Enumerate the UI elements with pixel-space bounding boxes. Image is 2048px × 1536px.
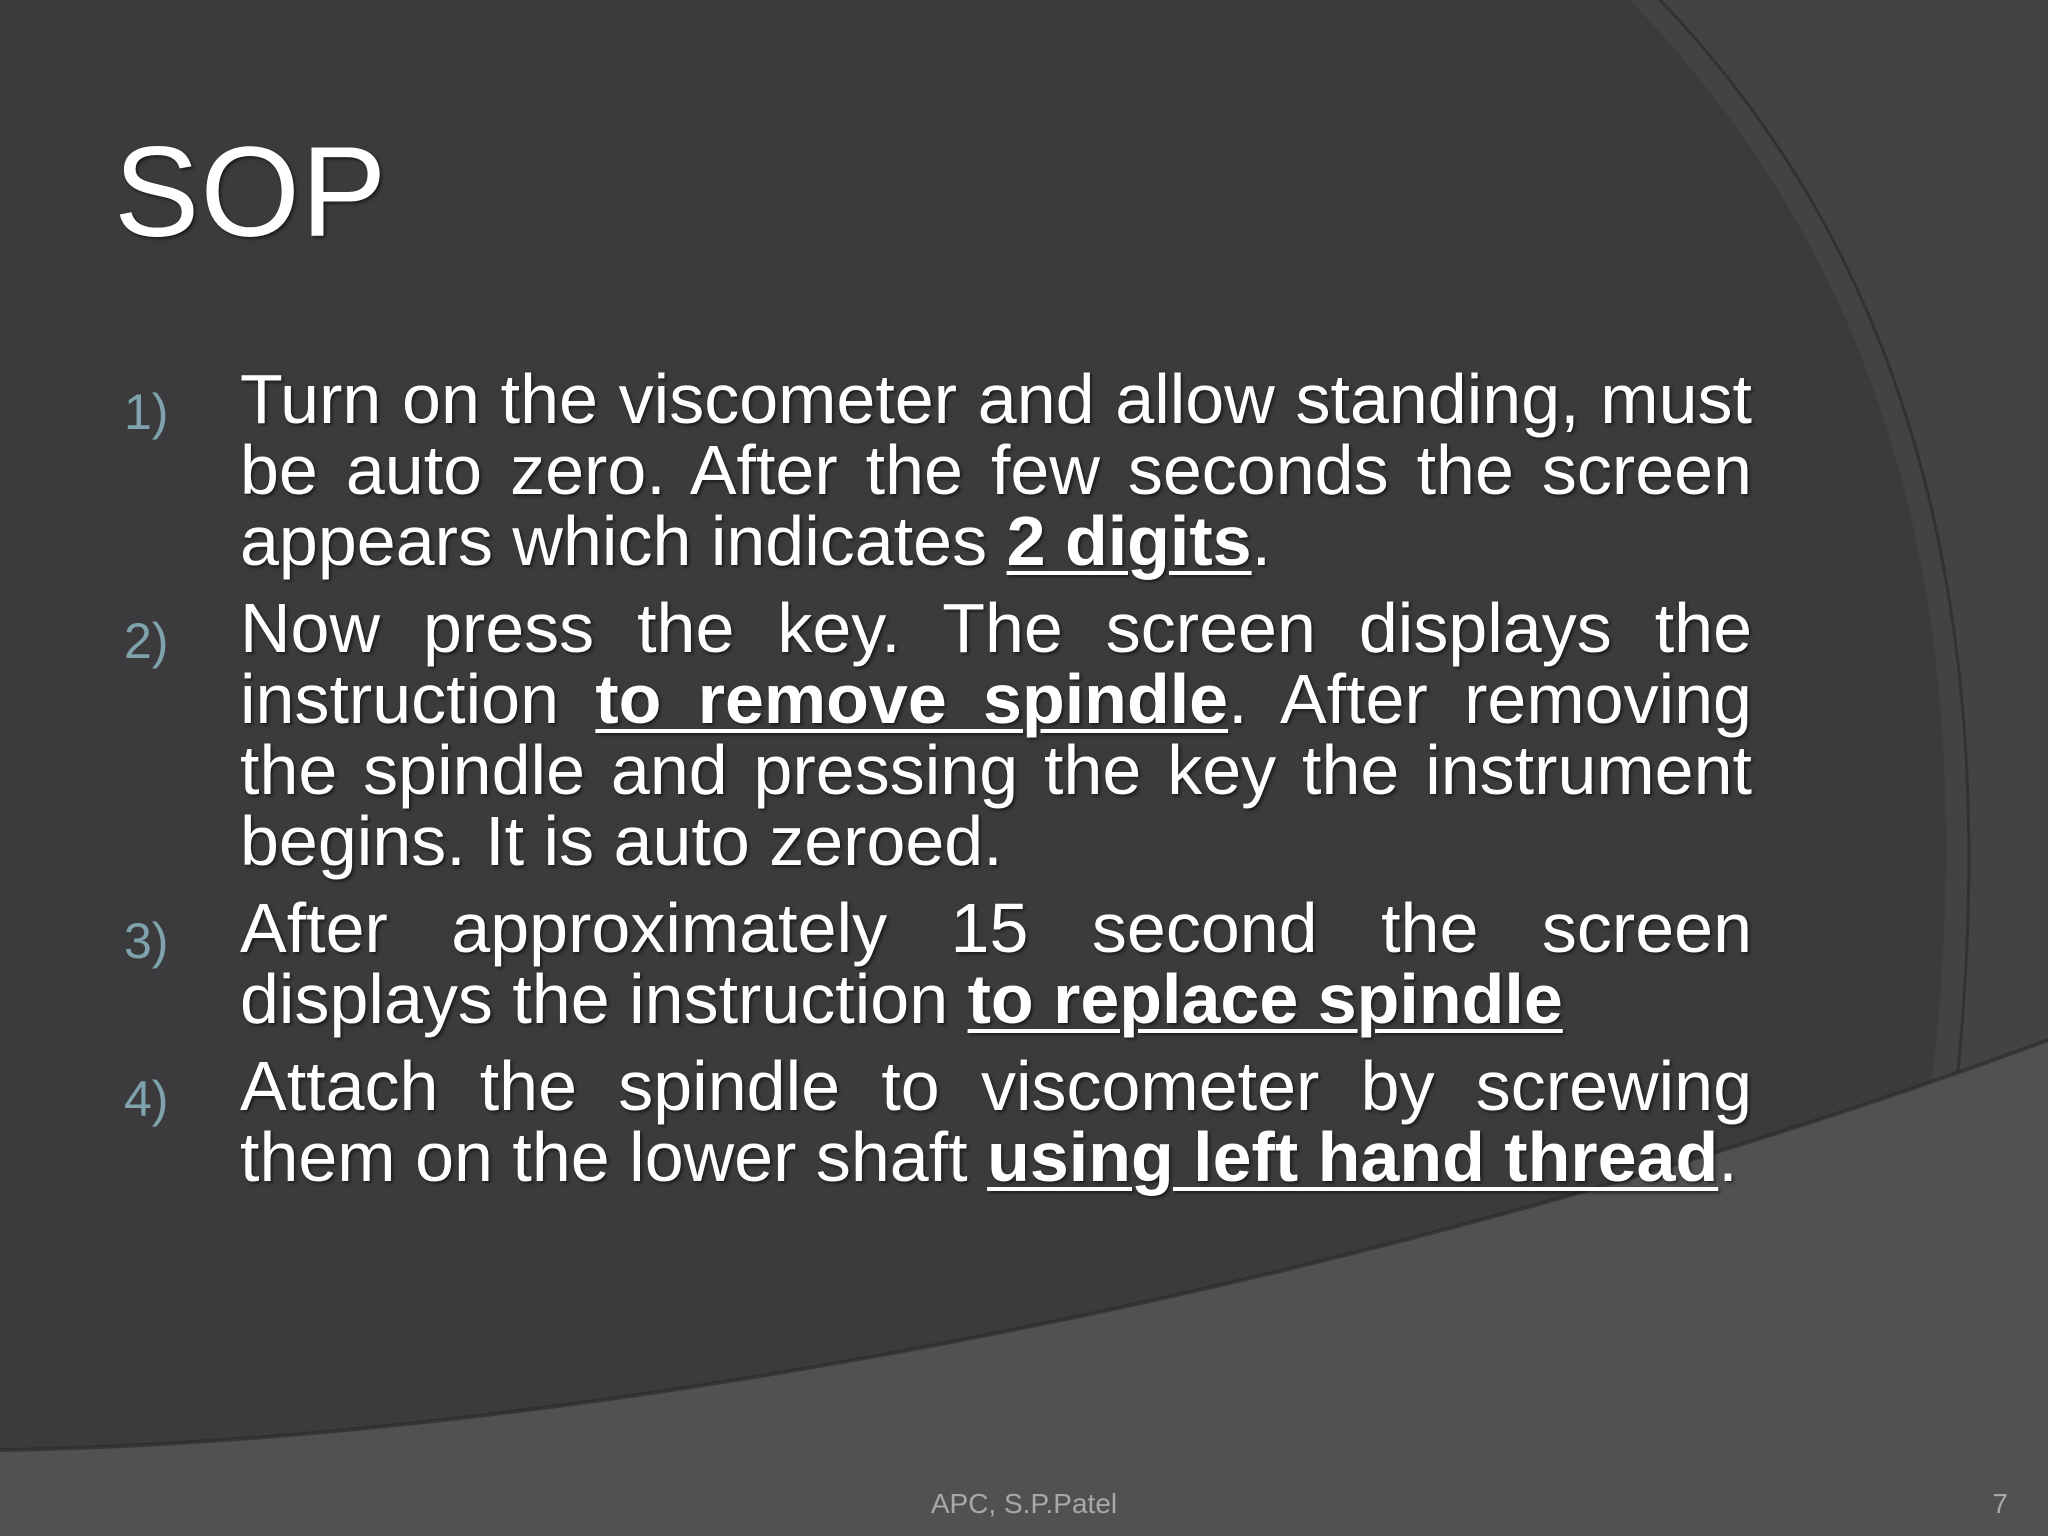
list-item — [110, 1047, 1752, 1196]
emphasized-text: 2 digits — [1006, 502, 1252, 580]
list-item-number: 3) — [124, 913, 169, 969]
list-item — [110, 889, 1752, 1038]
text-run: After approximately 15 second the screen displays the instruction — [240, 889, 1752, 1038]
text-run: . After removing the spindle and pressing the key the instrument begins. It is auto zeroed. — [240, 660, 1752, 880]
emphasized-text: to remove spindle — [595, 660, 1229, 738]
list-item-number: 1) — [124, 384, 169, 440]
list-item-text — [240, 589, 1752, 880]
text-run: . — [1251, 502, 1272, 580]
footer-author: APC, S.P.Patel — [930, 1488, 1118, 1519]
sop-steps-list — [110, 360, 1752, 1209]
page-number: 7 — [1992, 1488, 2008, 1519]
list-item — [110, 360, 1752, 580]
emphasized-text: to replace spindle — [967, 960, 1563, 1038]
text-run: Now press the key. The screen displays the instruction — [240, 589, 1752, 738]
list-item-number: 4) — [124, 1071, 169, 1127]
text-run: Turn on the viscometer and allow standing, must be auto zero. After the few seconds the screen appears which indicates — [240, 360, 1752, 580]
list-item-text — [240, 360, 1752, 580]
text-run: Attach the spindle to viscometer by screwing them on the lower shaft — [240, 1047, 1752, 1196]
list-item-text — [240, 889, 1752, 1038]
text-run: . — [1718, 1118, 1738, 1196]
list-item-text — [240, 1047, 1752, 1196]
list-item — [110, 589, 1752, 880]
slide-title: SOP — [114, 121, 388, 264]
list-item-number: 2) — [124, 613, 169, 669]
emphasized-text: using left hand thread — [987, 1118, 1719, 1196]
